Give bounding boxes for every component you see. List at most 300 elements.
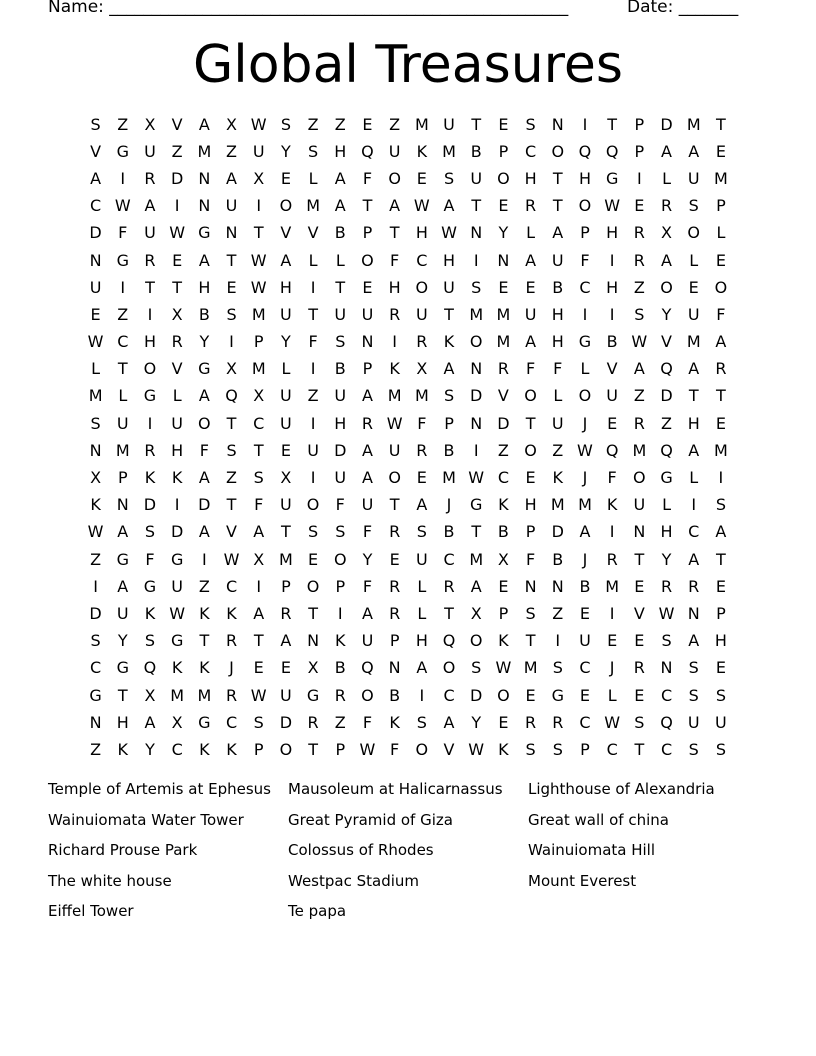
grid-letter: C [579,658,591,678]
grid-letter: S [144,522,156,542]
grid-letter: D [143,495,157,515]
grid-letter: B [497,522,509,542]
grid-letter: T [525,631,536,651]
grid-letter: H [143,332,156,352]
grid-letter: B [606,332,618,352]
grid-letter: T [199,631,210,651]
grid-letter: H [606,277,619,297]
grid-letter: X [661,223,673,243]
grid-letter: W [250,114,267,134]
grid-letter: Y [145,739,155,759]
grid-letter: R [389,603,401,623]
grid-letter: F [335,495,345,515]
grid-letter: N [551,576,564,596]
grid-letter: H [660,522,673,542]
grid-letter: I [256,196,262,216]
grid-letter: C [171,739,183,759]
grid-letter: A [443,196,455,216]
grid-letter: M [686,332,701,352]
grid-letter: X [497,549,509,569]
grid-letter: D [470,386,483,406]
grid-letter: I [419,685,425,705]
grid-letter: E [634,576,645,596]
grid-letter: X [144,114,156,134]
grid-letter: T [362,196,373,216]
grid-letter: W [250,277,267,297]
grid-letter: D [198,495,211,515]
grid-letter: C [90,196,102,216]
grid-letter: O [306,495,320,515]
grid-letter: I [174,495,180,515]
grid-letter: H [171,440,184,460]
grid-letter: S [226,440,237,460]
grid-letter: K [552,468,564,488]
grid-letter: L [118,386,128,406]
grid-letter: X [253,549,265,569]
grid-letter: I [147,413,153,433]
grid-letter: K [199,658,210,678]
grid-letter: I [174,196,180,216]
grid-letter: E [362,277,373,297]
grid-letter: W [250,250,267,270]
grid-letter: K [171,468,183,488]
grid-letter: O [388,168,401,188]
grid-letter: E [498,196,509,216]
grid-letter: O [497,168,510,188]
grid-letter: L [417,603,427,623]
grid-letter: K [171,658,183,678]
grid-letter: U [551,250,564,270]
word-list-item: Lighthouse of Alexandria [528,780,715,798]
grid-letter: H [714,631,727,651]
grid-letter: P [580,739,590,759]
grid-letter: S [90,413,101,433]
grid-letter: S [144,631,156,651]
grid-letter: S [416,522,427,542]
grid-letter: O [578,386,592,406]
grid-letter: T [552,196,563,216]
grid-letter: V [497,386,509,406]
grid-letter: R [497,359,509,379]
grid-letter: A [144,712,156,732]
grid-letter: O [198,413,211,433]
grid-letter: A [416,658,428,678]
grid-letter: L [281,359,291,379]
grid-letter: K [226,739,237,759]
grid-letter: E [172,250,183,270]
grid-letter: J [582,549,588,569]
grid-letter: W [359,739,376,759]
grid-letter: S [253,712,264,732]
grid-letter: P [362,359,373,379]
grid-letter: A [253,522,265,542]
grid-letter: B [552,549,564,569]
grid-letter: J [446,495,452,515]
grid-letter: U [280,386,292,406]
grid-letter: F [607,468,617,488]
grid-letter: F [525,549,536,569]
grid-letter: M [306,196,320,216]
grid-letter: C [606,739,618,759]
grid-letter: M [550,495,565,515]
grid-letter: P [498,141,509,161]
grid-letter: Q [442,631,456,651]
word-list-item: Te papa [288,902,347,921]
worksheet-header [48,0,748,18]
grid-letter: R [389,522,401,542]
grid-letter: A [253,603,265,623]
grid-letter: Q [605,141,619,161]
grid-letter: A [226,168,237,188]
grid-letter: Z [633,386,645,406]
grid-letter: R [552,712,564,732]
grid-letter: B [443,440,455,460]
grid-letter: N [524,576,537,596]
grid-letter: W [114,196,131,216]
grid-letter: S [443,386,455,406]
grid-letter: S [715,685,726,705]
grid-letter: O [524,440,537,460]
grid-letter: H [388,277,401,297]
grid-letter: H [198,277,211,297]
grid-letter: N [470,413,483,433]
grid-letter: A [470,576,482,596]
grid-letter: A [525,332,537,352]
grid-letter: V [443,739,455,759]
grid-letter: E [579,685,591,705]
grid-letter: R [633,250,645,270]
grid-letter: A [661,141,672,161]
grid-letter: Y [498,223,509,243]
grid-letter: R [660,196,673,216]
grid-letter: A [144,196,156,216]
grid-letter: C [253,413,265,433]
grid-letter: I [120,277,126,297]
grid-letter: S [525,603,536,623]
grid-letter: Q [660,712,673,732]
grid-letter: S [715,495,726,515]
grid-letter: X [226,114,238,134]
grid-letter: I [93,576,98,596]
grid-letter: U [415,549,428,569]
grid-letter: E [607,631,618,651]
grid-letter: K [144,603,156,623]
grid-letter: D [334,440,347,460]
word-list-item: Mount Everest [528,871,637,890]
word-list-item: Eiffel Tower [48,902,134,921]
grid-letter: L [553,386,563,406]
grid-letter: S [634,304,645,324]
grid-letter: G [116,658,129,678]
grid-letter: X [171,712,183,732]
grid-letter: Z [389,114,401,134]
grid-letter: A [443,359,455,379]
grid-letter: A [416,495,428,515]
grid-letter: S [471,277,482,297]
grid-letter: S [552,739,563,759]
grid-letter: K [498,739,509,759]
grid-letter: Z [552,603,564,623]
grid-letter: Z [117,304,129,324]
grid-letter: U [361,631,374,651]
grid-letter: F [254,495,264,515]
grid-letter: F [199,440,209,460]
grid-letter: T [226,495,237,515]
grid-letter: L [91,359,101,379]
grid-letter: H [551,304,564,324]
grid-letter: R [416,332,428,352]
grid-letter: O [361,685,374,705]
grid-letter: X [470,603,482,623]
grid-letter: S [661,631,672,651]
grid-letter: A [688,359,700,379]
grid-letter: W [604,196,621,216]
grid-letter: I [201,549,207,569]
grid-letter: N [660,658,673,678]
grid-letter: G [551,685,564,705]
grid-letter: Q [361,658,374,678]
grid-letter: R [525,712,537,732]
grid-letter: I [229,332,234,352]
grid-letter: A [552,223,564,243]
grid-letter: M [632,440,647,460]
grid-letter: E [226,277,237,297]
grid-letter: E [498,277,509,297]
grid-letter: F [362,522,373,542]
grid-letter: T [552,168,563,188]
grid-letter: M [714,168,728,188]
grid-letter: I [691,495,697,515]
grid-letter: L [335,250,345,270]
grid-letter: C [525,141,537,161]
grid-letter: R [361,413,374,433]
grid-letter: W [468,468,485,488]
grid-letter: O [578,196,592,216]
word-list-item: The white house [48,871,172,890]
grid-letter: U [361,495,374,515]
grid-letter: E [498,712,509,732]
grid-letter: G [306,685,320,705]
grid-letter: W [604,712,621,732]
grid-letter: I [718,468,724,488]
grid-letter: N [470,359,483,379]
word-list-item: Temple of Artemis at Ephesus [48,780,271,798]
grid-letter: V [280,223,292,243]
grid-letter: Q [361,141,374,161]
grid-letter: M [523,658,538,678]
grid-letter: E [579,603,591,623]
grid-letter: L [526,223,536,243]
grid-letter: F [390,250,400,270]
grid-letter: C [225,712,238,732]
grid-letter: R [225,685,238,705]
grid-letter: E [715,576,726,596]
grid-letter: H [524,168,537,188]
grid-letter: P [580,223,590,243]
grid-letter: O [442,658,456,678]
grid-letter: V [171,359,183,379]
grid-letter: W [250,685,267,705]
grid-letter: T [308,603,318,623]
grid-letter: M [170,685,185,705]
grid-letter: O [469,332,483,352]
grid-letter: I [310,359,316,379]
grid-letter: U [443,277,455,297]
grid-letter: O [714,277,728,297]
grid-letter: G [116,549,129,569]
grid-letter: Z [497,440,509,460]
grid-letter: A [90,168,102,188]
grid-letter: M [496,304,511,324]
grid-letter: L [308,250,318,270]
grid-letter: A [389,196,401,216]
grid-letter: E [715,141,726,161]
grid-letter: T [471,114,482,134]
grid-letter: M [387,386,402,406]
grid-letter: P [117,468,128,488]
grid-letter: W [413,196,430,216]
grid-letter: H [524,495,537,515]
grid-letter: I [582,304,588,324]
grid-letter: I [582,114,588,134]
grid-letter: G [198,359,211,379]
grid-letter: J [609,658,615,678]
grid-letter: D [551,522,564,542]
grid-letter: F [362,168,373,188]
grid-letter: I [310,413,316,433]
grid-letter: N [89,712,102,732]
grid-letter: I [555,631,561,651]
grid-letter: N [470,223,483,243]
word-list-item: Great Pyramid of Giza [288,810,453,829]
grid-letter: N [361,332,374,352]
grid-letter: E [253,658,264,678]
grid-letter: U [116,413,129,433]
grid-letter: N [551,114,564,134]
grid-letter: S [90,114,101,134]
grid-letter: O [361,250,374,270]
word-search-grid [82,111,735,764]
grid-letter: V [171,114,183,134]
grid-letter: S [552,658,563,678]
grid-letter: A [117,522,129,542]
grid-letter: D [89,603,102,623]
grid-letter: F [525,359,536,379]
grid-letter: L [689,250,699,270]
grid-letter: T [226,413,237,433]
grid-letter: N [388,658,401,678]
grid-letter: W [441,223,457,243]
grid-letter: N [687,603,700,623]
grid-letter: O [279,739,293,759]
grid-letter: O [524,386,537,406]
grid-letter: A [579,522,591,542]
grid-letter: Z [117,114,129,134]
grid-letter: W [468,739,485,759]
grid-letter: M [714,440,728,460]
grid-letter: T [525,413,536,433]
grid-letter: T [117,685,128,705]
grid-letter: U [144,223,156,243]
grid-letter: H [415,631,428,651]
grid-letter: C [579,277,591,297]
grid-letter: Z [307,114,319,134]
grid-letter: A [198,468,210,488]
grid-letter: W [631,332,648,352]
word-list-item: Wainuiomata Hill [528,841,656,860]
grid-letter: K [90,495,101,515]
grid-letter: A [661,250,672,270]
grid-letter: S [226,304,237,324]
grid-letter: L [172,386,182,406]
grid-letter: K [117,739,129,759]
grid-letter: J [582,413,588,433]
grid-letter: U [225,196,238,216]
grid-letter: T [308,304,318,324]
grid-letter: T [471,522,482,542]
grid-letter: N [497,250,510,270]
grid-letter: E [389,549,400,569]
grid-letter: R [171,332,183,352]
grid-letter: O [415,277,429,297]
grid-letter: B [389,685,401,705]
grid-letter: A [280,631,292,651]
word-list-item: Wainuiomata Water Tower [48,810,244,829]
grid-letter: A [361,440,373,460]
grid-letter: K [606,495,618,515]
grid-letter: I [636,168,642,188]
grid-letter: M [442,468,456,488]
grid-letter: S [443,168,455,188]
grid-letter: O [333,549,347,569]
grid-letter: R [688,576,700,596]
grid-letter: T [716,386,726,406]
grid-letter: S [335,522,346,542]
grid-letter: U [551,413,564,433]
grid-letter: T [253,631,264,651]
grid-letter: Z [307,386,319,406]
grid-letter: E [525,685,536,705]
grid-letter: J [582,468,588,488]
grid-letter: P [444,413,454,433]
grid-letter: L [662,168,671,188]
grid-letter: Q [660,440,673,460]
grid-letter: E [498,114,509,134]
grid-letter: F [308,332,318,352]
grid-letter: Z [334,712,346,732]
grid-letter: E [362,114,373,134]
grid-letter: U [687,168,700,188]
grid-letter: Z [90,739,102,759]
grid-letter: Q [578,141,592,161]
grid-letter: B [552,277,564,297]
grid-letter: R [144,250,156,270]
word-list-item: Great wall of china [528,810,669,829]
grid-letter: U [415,304,428,324]
grid-letter: C [497,468,509,488]
grid-letter: D [497,413,510,433]
grid-letter: V [633,603,645,623]
grid-letter: U [334,304,347,324]
grid-letter: T [226,250,237,270]
grid-letter: T [444,304,454,324]
grid-letter: S [688,685,699,705]
grid-letter: U [116,603,129,623]
grid-letter: U [715,712,727,732]
grid-letter: X [280,468,292,488]
grid-letter: I [392,332,398,352]
grid-letter: T [172,277,183,297]
